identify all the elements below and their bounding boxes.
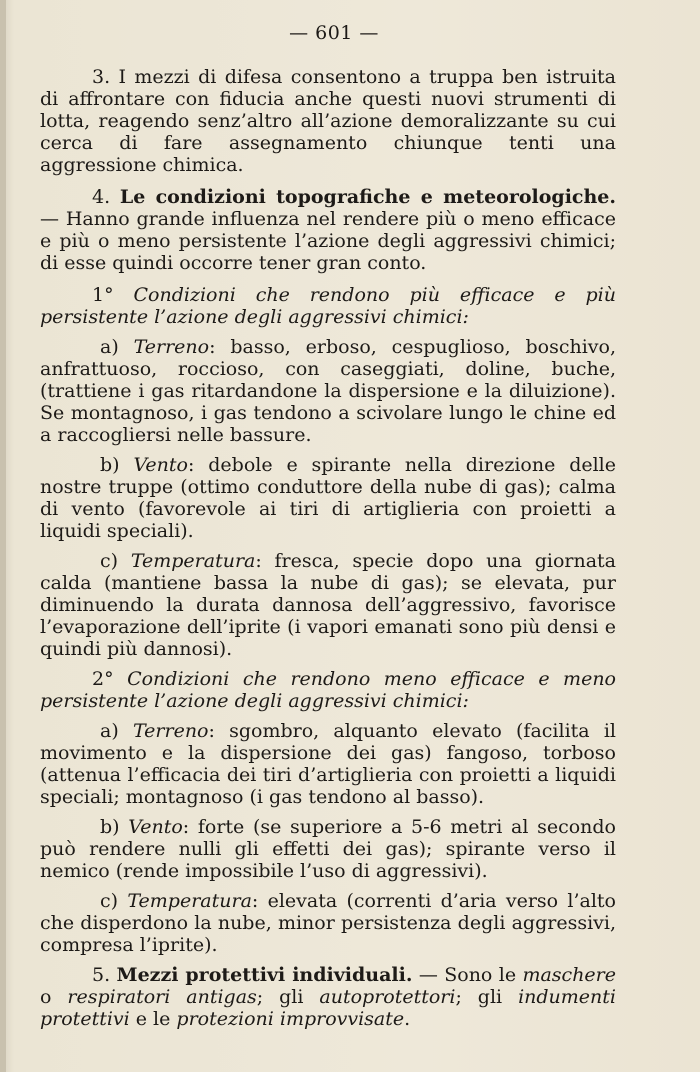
item-term: Terreno (132, 720, 209, 742)
item-label: a) (100, 336, 119, 358)
item-term: Temperatura (127, 890, 252, 912)
paragraph-5-term: autoprotettori (319, 986, 456, 1008)
item-text: : basso, erboso, cespuglioso, boschivo, anfrattuoso, roccioso, con caseggiati, doline, buche, (trattiene i gas ritardandone la dispersione e la diluizione). Se montagnoso, i gas tendono a scivolare lungo le chine ed a raccogliersi nelle bassure. (40, 336, 616, 446)
paragraph-5-text: e le (129, 1008, 177, 1030)
paragraph-5-heading: Mezzi protettivi individuali. (116, 964, 413, 986)
section-2-number: 2° (92, 668, 114, 690)
item-text: : sgombro, alquanto elevato (facilita il movimento e la dispersione dei gas) fangoso, torboso (attenua l’efficacia dei tiri d’artiglieria con proietti a liquidi speciali; montagnoso (i gas tendono al basso). (40, 720, 616, 808)
item-text: : elevata (correnti d’aria verso l’alto che disperdono la nube, minor persistenza degli aggressivi, compresa l’iprite). (40, 890, 616, 956)
paragraph-5-text: ; gli (256, 986, 320, 1008)
paragraph-4 (40, 186, 616, 274)
section-1-heading (40, 284, 616, 328)
section-2-item-c (40, 890, 616, 956)
item-label: b) (100, 454, 120, 476)
item-text: : fresca, specie dopo una giornata calda (mantiene bassa la nube di gas); se elevata, pur diminuendo la durata dannosa dell’aggressivo, favorisce l’evaporazione dell’iprite (i vapori emanati sono più densi e quindi più dannosi). (40, 550, 616, 660)
section-1-item-b (40, 454, 616, 542)
paragraph-5-term: respiratori antigas (67, 986, 257, 1008)
paragraph-5-term: protezioni improvvisate (176, 1008, 405, 1030)
section-2-heading (40, 668, 616, 712)
paragraph-5-text: o (40, 986, 68, 1008)
item-term: Vento (128, 816, 183, 838)
section-1-number: 1° (92, 284, 114, 306)
paragraph-4-heading: Le condizioni topografiche e meteorologiche. (119, 186, 616, 208)
paragraph-4-number: 4. (92, 186, 111, 208)
item-label: c) (100, 890, 119, 912)
section-2-item-b (40, 816, 616, 882)
paragraph-5-text: . (404, 1008, 411, 1030)
paragraph-3: 3. I mezzi di difesa consentono a truppa ben istruita di affrontare con fiducia anche questi nuovi strumenti di lotta, reagendo senz’altro all’azione demoralizzante su cui cerca di fare assegnamento chiunque tenti una aggressione chimica. (40, 66, 616, 176)
paragraph-4-text: — Hanno grande influenza nel rendere più o meno efficace e più o meno persistente l’azione degli aggressivi chimici; di esse quindi occorre tener gran conto. (40, 208, 616, 274)
page-number: — 601 — (289, 22, 379, 44)
item-term: Temperatura (130, 550, 256, 572)
section-1-title: Condizioni che rendono più efficace e più persistente l’azione degli aggressivi chimici: (40, 284, 616, 328)
section-2-item-a (40, 720, 616, 808)
paragraph-5-number: 5. (92, 964, 111, 986)
paragraph-5 (40, 964, 616, 1030)
section-1-item-a (40, 336, 616, 446)
item-label: c) (100, 550, 119, 572)
item-term: Vento (133, 454, 188, 476)
item-term: Terreno (133, 336, 210, 358)
paragraph-5-term: maschere (522, 964, 616, 986)
item-text: : forte (se superiore a 5-6 metri al secondo può rendere nulli gli effetti dei gas); spirante verso il nemico (rende impossibile l’uso di aggressivi). (40, 816, 616, 882)
item-label: a) (100, 720, 119, 742)
section-2-title: Condizioni che rendono meno efficace e meno persistente l’azione degli aggressivi chimici: (40, 668, 616, 712)
item-text: : debole e spirante nella direzione delle nostre truppe (ottimo conduttore della nube di gas); calma di vento (favorevole ai tiri di artiglieria con proietti a liquidi speciali). (40, 454, 616, 542)
paragraph-5-text: ; gli (455, 986, 519, 1008)
section-1-item-c (40, 550, 616, 660)
paragraph-5-term: indumenti protettivi (40, 986, 616, 1030)
paragraph-5-text: — Sono le (412, 964, 523, 986)
page-spine-shadow (0, 0, 6, 1072)
item-label: b) (100, 816, 120, 838)
